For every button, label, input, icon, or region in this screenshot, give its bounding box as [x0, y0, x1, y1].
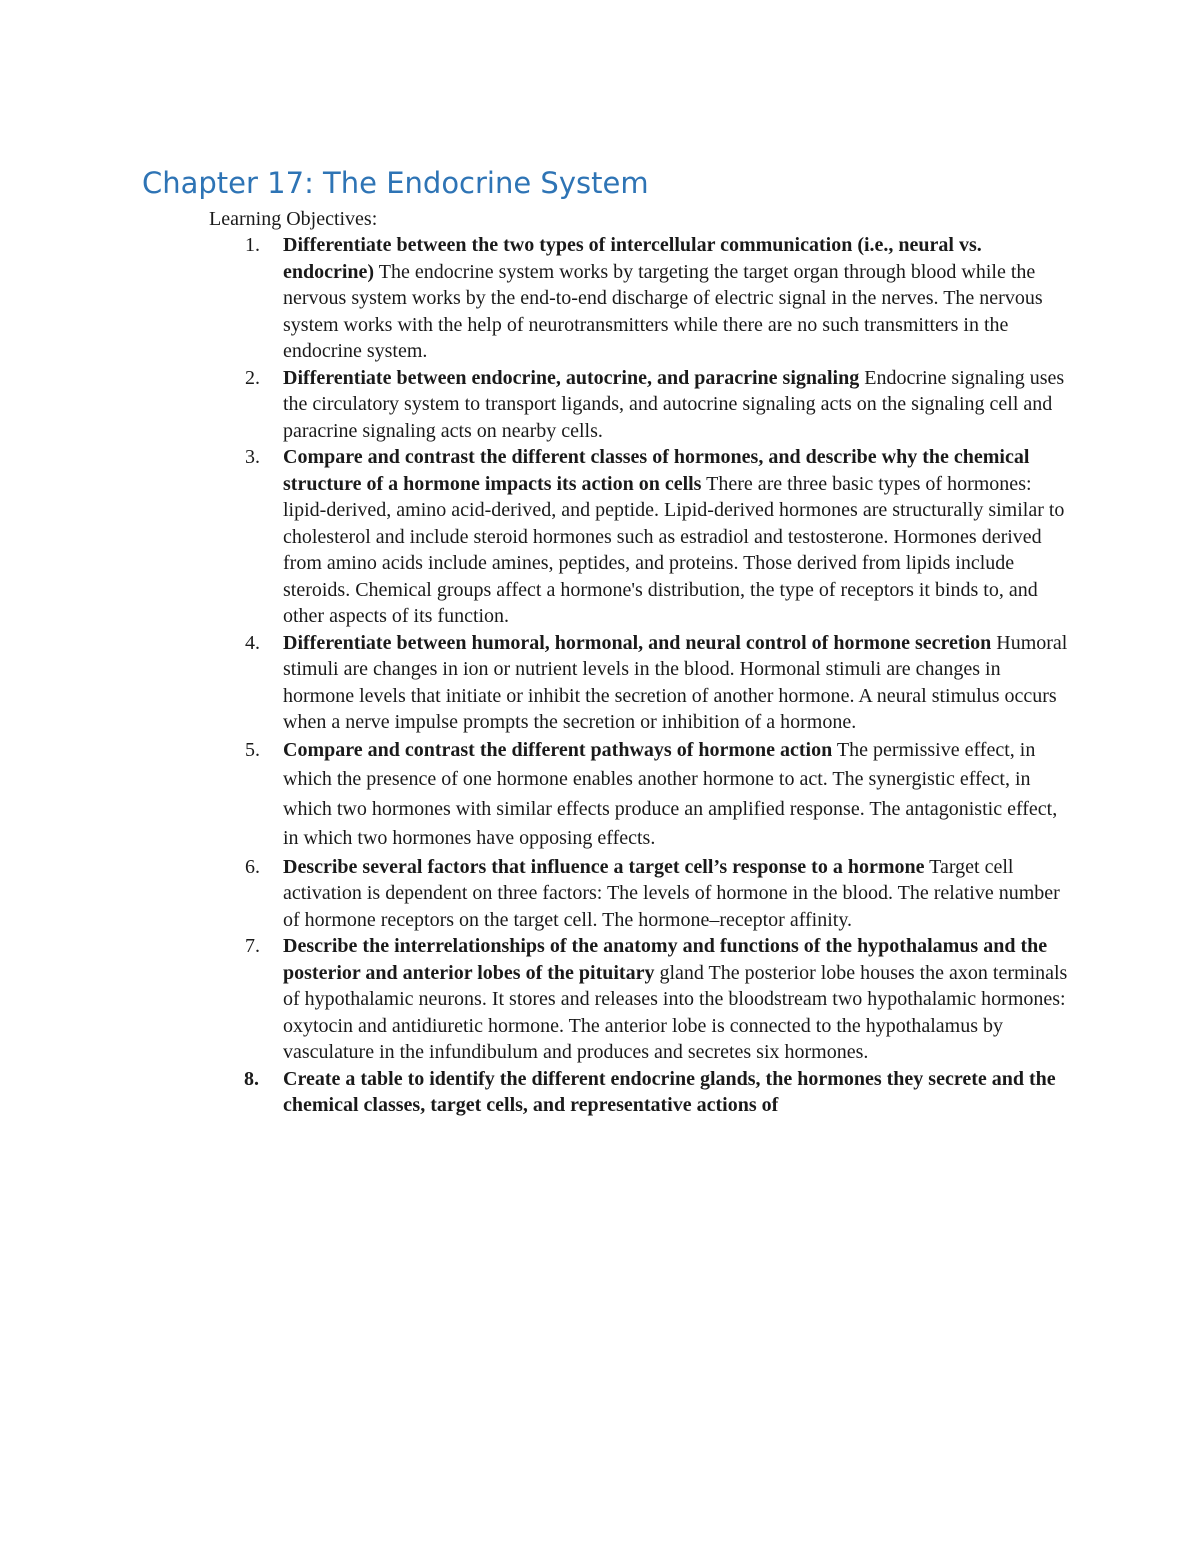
objective-question: Describe the interrelationships of the anatomy and functions of the hypothalamus and the posterior and anterior lobes of the pituitary: [283, 935, 1048, 984]
objective-item-5: [210, 736, 1070, 854]
chapter-title: Chapter 17: The Endocrine System: [142, 166, 649, 200]
objective-number: 1.: [245, 234, 260, 256]
objective-item-7: [210, 933, 1070, 1066]
objective-answer: The permissive effect, in which the presence of one hormone enables another hormone to act. The synergistic effect, in which two hormones with similar effects produce an amplified response. The antagonistic effect, in which two hormones have opposing effects.: [283, 738, 1058, 849]
objective-item-6: [210, 854, 1070, 934]
objective-item-4: [210, 630, 1070, 736]
objective-item-3: [210, 444, 1070, 630]
objective-number: 5.: [245, 738, 260, 761]
objective-question: Differentiate between endocrine, autocrine, and paracrine signaling: [283, 366, 860, 389]
objective-number: 4.: [245, 631, 260, 654]
objective-number: 6.: [245, 855, 260, 878]
objective-question: Differentiate between the two types of intercellular communication (i.e., neural vs. endocrine): [283, 234, 982, 283]
objective-answer: The endocrine system works by targeting the target organ through blood while the nervous system works by the end-to-end discharge of electric signal in the nerves. The nervous system works with the help of neurotransmitters while there are no such transmitters in the endocrine system.: [283, 260, 1043, 362]
learning-objectives-heading: Learning Objectives:: [209, 208, 378, 230]
objective-item-1: [210, 232, 1070, 365]
objective-answer: There are three basic types of hormones: lipid-derived, amino acid-derived, and peptide. Lipid-derived hormones are structurally similar to cholesterol and include steroid hormones such as estradiol and testosterone. Hormones derived from amino acids include amines, peptides, and proteins. Those derived from lipids include steroids. Chemical groups affect a hormone's distribution, the type of receptors it binds to, and other aspects of its function.: [283, 472, 1065, 627]
objective-question: Differentiate between humoral, hormonal, and neural control of hormone secretion: [283, 631, 992, 654]
objective-item-2: [210, 365, 1070, 445]
objective-number: 8.: [244, 1067, 259, 1090]
objective-number: 2.: [245, 366, 260, 389]
objective-answer: gland The posterior lobe houses the axon terminals of hypothalamic neurons. It stores and releases into the bloodstream two hypothalamic hormones: oxytocin and antidiuretic hormone. The anterior lobe is connected to the hypothalamus by vasculature in the infundibulum and produces and secretes six hormones.: [283, 961, 1068, 1063]
objectives-list: [210, 232, 1070, 1119]
objective-item-8: [210, 1066, 1070, 1119]
objective-answer: Humoral stimuli are changes in ion or nutrient levels in the blood. Hormonal stimuli are changes in hormone levels that initiate or inhibit the secretion of another hormone. A neural stimulus occurs when a nerve impulse prompts the secretion or inhibition of a hormone.: [283, 631, 1068, 733]
objective-answer: Target cell activation is dependent on three factors: The levels of hormone in the blood. The relative number of hormone receptors on the target cell. The hormone–receptor affinity.: [283, 855, 1060, 931]
objective-question: Compare and contrast the different classes of hormones, and describe why the chemical structure of a hormone impacts its action on cells: [283, 446, 1030, 495]
objective-question: Compare and contrast the different pathways of hormone action: [283, 738, 833, 761]
objective-number: 3.: [245, 446, 260, 468]
objective-question: Create a table to identify the different endocrine glands, the hormones they secrete and the chemical classes, target cells, and representative actions of: [283, 1067, 1056, 1116]
objective-question: Describe several factors that influence a target cell’s response to a hormone: [283, 855, 925, 878]
objective-number: 7.: [245, 935, 260, 957]
objective-answer: Endocrine signaling uses the circulatory system to transport ligands, and autocrine signaling acts on the signaling cell and paracrine signaling acts on nearby cells.: [283, 366, 1065, 442]
